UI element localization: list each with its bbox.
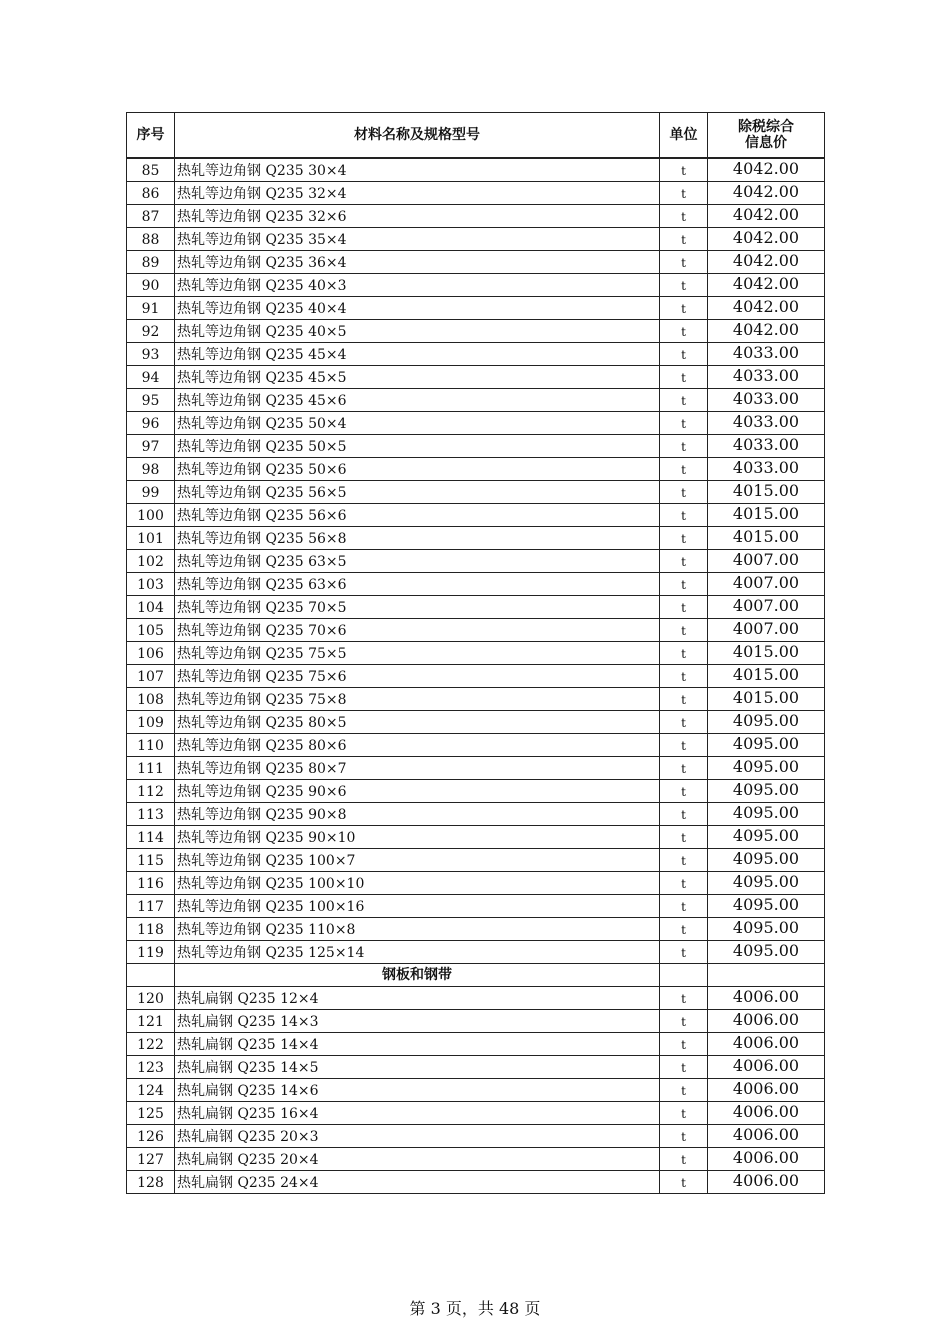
table-row: [127, 941, 825, 964]
cell-unit: t: [660, 1148, 708, 1171]
cell-name: 热轧等边角钢 Q235 50×4: [175, 412, 660, 435]
cell-no: 96: [127, 412, 175, 435]
cell-unit: t: [660, 619, 708, 642]
cell-name: 热轧等边角钢 Q235 100×16: [175, 895, 660, 918]
cell-price: 4095.00: [708, 918, 825, 941]
cell-unit: t: [660, 320, 708, 343]
table-row: [127, 297, 825, 320]
cell-price: 4095.00: [708, 780, 825, 803]
cell-no: 115: [127, 849, 175, 872]
cell-name: 热轧等边角钢 Q235 30×4: [175, 158, 660, 182]
cell-price: 4015.00: [708, 688, 825, 711]
cell-unit: t: [660, 251, 708, 274]
cell-name: 热轧等边角钢 Q235 80×5: [175, 711, 660, 734]
cell-no: [127, 964, 175, 987]
table-row: [127, 642, 825, 665]
header-unit: 单位: [660, 113, 708, 159]
table-row: [127, 757, 825, 780]
cell-no: 101: [127, 527, 175, 550]
cell-no: 99: [127, 481, 175, 504]
cell-no: 110: [127, 734, 175, 757]
table-row: [127, 1102, 825, 1125]
cell-price: 4042.00: [708, 158, 825, 182]
cell-unit: t: [660, 1171, 708, 1194]
table-row: [127, 596, 825, 619]
cell-name: 热轧等边角钢 Q235 63×6: [175, 573, 660, 596]
table-row: [127, 481, 825, 504]
cell-no: 86: [127, 182, 175, 205]
cell-unit: t: [660, 780, 708, 803]
cell-name: 热轧等边角钢 Q235 75×6: [175, 665, 660, 688]
cell-unit: t: [660, 389, 708, 412]
cell-price: 4095.00: [708, 872, 825, 895]
section-row: [127, 964, 825, 987]
table-row: [127, 573, 825, 596]
table-row: [127, 1125, 825, 1148]
cell-price: 4033.00: [708, 389, 825, 412]
cell-no: 102: [127, 550, 175, 573]
cell-no: 100: [127, 504, 175, 527]
cell-no: 112: [127, 780, 175, 803]
cell-unit: t: [660, 458, 708, 481]
cell-no: 109: [127, 711, 175, 734]
cell-unit: t: [660, 1033, 708, 1056]
cell-no: 107: [127, 665, 175, 688]
cell-price: 4006.00: [708, 1079, 825, 1102]
cell-price: 4095.00: [708, 826, 825, 849]
cell-name: 热轧扁钢 Q235 14×4: [175, 1033, 660, 1056]
cell-unit: t: [660, 987, 708, 1010]
cell-name: 热轧等边角钢 Q235 110×8: [175, 918, 660, 941]
cell-name: 热轧扁钢 Q235 12×4: [175, 987, 660, 1010]
table-row: [127, 734, 825, 757]
cell-name: 热轧等边角钢 Q235 70×5: [175, 596, 660, 619]
cell-no: 103: [127, 573, 175, 596]
cell-name: 热轧等边角钢 Q235 63×5: [175, 550, 660, 573]
table-row: [127, 1171, 825, 1194]
cell-no: 125: [127, 1102, 175, 1125]
cell-no: 97: [127, 435, 175, 458]
cell-price: 4042.00: [708, 182, 825, 205]
table-row: [127, 389, 825, 412]
header-price-line1: 除税综合: [738, 119, 794, 135]
cell-price: 4006.00: [708, 1010, 825, 1033]
cell-price: 4015.00: [708, 481, 825, 504]
cell-price: 4007.00: [708, 596, 825, 619]
cell-name: 热轧等边角钢 Q235 100×10: [175, 872, 660, 895]
table-body: [127, 158, 825, 1194]
cell-name: 热轧等边角钢 Q235 56×5: [175, 481, 660, 504]
cell-price: 4033.00: [708, 366, 825, 389]
cell-name: 热轧等边角钢 Q235 32×6: [175, 205, 660, 228]
cell-no: 120: [127, 987, 175, 1010]
cell-unit: t: [660, 734, 708, 757]
cell-unit: t: [660, 435, 708, 458]
header-row: [127, 113, 825, 159]
cell-price: 4042.00: [708, 251, 825, 274]
cell-no: 123: [127, 1056, 175, 1079]
table-row: [127, 251, 825, 274]
cell-price: 4095.00: [708, 711, 825, 734]
cell-no: 93: [127, 343, 175, 366]
cell-no: 105: [127, 619, 175, 642]
cell-price: [708, 964, 825, 987]
cell-price: 4095.00: [708, 849, 825, 872]
cell-unit: t: [660, 481, 708, 504]
table-row: [127, 803, 825, 826]
header-name: 材料名称及规格型号: [175, 113, 660, 159]
cell-price: 4006.00: [708, 1056, 825, 1079]
cell-price: 4033.00: [708, 343, 825, 366]
cell-no: 106: [127, 642, 175, 665]
cell-no: 88: [127, 228, 175, 251]
table-row: [127, 872, 825, 895]
cell-unit: t: [660, 297, 708, 320]
table-row: [127, 550, 825, 573]
cell-price: 4006.00: [708, 987, 825, 1010]
cell-unit: t: [660, 412, 708, 435]
cell-price: 4095.00: [708, 941, 825, 964]
cell-unit: t: [660, 343, 708, 366]
cell-name: 热轧扁钢 Q235 14×5: [175, 1056, 660, 1079]
cell-price: 4007.00: [708, 550, 825, 573]
cell-unit: t: [660, 274, 708, 297]
cell-no: 108: [127, 688, 175, 711]
table-row: [127, 504, 825, 527]
table-row: [127, 343, 825, 366]
cell-unit: t: [660, 366, 708, 389]
cell-unit: t: [660, 711, 708, 734]
cell-name: 热轧等边角钢 Q235 90×8: [175, 803, 660, 826]
cell-name: 热轧等边角钢 Q235 45×5: [175, 366, 660, 389]
cell-name: 热轧等边角钢 Q235 45×4: [175, 343, 660, 366]
cell-price: 4033.00: [708, 435, 825, 458]
cell-name: 热轧等边角钢 Q235 75×8: [175, 688, 660, 711]
cell-no: 126: [127, 1125, 175, 1148]
cell-unit: t: [660, 205, 708, 228]
cell-name: 热轧等边角钢 Q235 56×8: [175, 527, 660, 550]
cell-price: 4015.00: [708, 504, 825, 527]
header-price: [708, 113, 825, 159]
table-row: [127, 665, 825, 688]
cell-no: 92: [127, 320, 175, 343]
table-row: [127, 182, 825, 205]
table-row: [127, 1148, 825, 1171]
cell-unit: t: [660, 803, 708, 826]
table-row: [127, 1010, 825, 1033]
cell-unit: t: [660, 941, 708, 964]
cell-name: 热轧等边角钢 Q235 40×3: [175, 274, 660, 297]
page-footer: 第 3 页，共 48 页: [409, 1299, 541, 1318]
cell-unit: t: [660, 182, 708, 205]
cell-name: 热轧扁钢 Q235 16×4: [175, 1102, 660, 1125]
header-price-line2: 信息价: [745, 135, 787, 151]
cell-price: 4033.00: [708, 458, 825, 481]
cell-price: 4007.00: [708, 619, 825, 642]
table-row: [127, 1079, 825, 1102]
table-row: [127, 435, 825, 458]
cell-unit: t: [660, 688, 708, 711]
table-row: [127, 780, 825, 803]
cell-name: 热轧等边角钢 Q235 80×6: [175, 734, 660, 757]
cell-name: 热轧等边角钢 Q235 50×6: [175, 458, 660, 481]
cell-name: 热轧等边角钢 Q235 90×6: [175, 780, 660, 803]
table-row: [127, 320, 825, 343]
section-title: 钢板和钢带: [175, 964, 660, 987]
cell-no: 119: [127, 941, 175, 964]
cell-unit: t: [660, 642, 708, 665]
header-no: 序号: [127, 113, 175, 159]
cell-unit: t: [660, 1010, 708, 1033]
cell-price: 4015.00: [708, 642, 825, 665]
cell-name: 热轧等边角钢 Q235 32×4: [175, 182, 660, 205]
cell-price: 4042.00: [708, 205, 825, 228]
cell-price: 4095.00: [708, 895, 825, 918]
table-row: [127, 1056, 825, 1079]
cell-no: 124: [127, 1079, 175, 1102]
cell-no: 94: [127, 366, 175, 389]
cell-unit: t: [660, 1125, 708, 1148]
cell-no: 91: [127, 297, 175, 320]
cell-unit: t: [660, 1102, 708, 1125]
cell-price: 4033.00: [708, 412, 825, 435]
cell-no: 128: [127, 1171, 175, 1194]
cell-unit: t: [660, 596, 708, 619]
cell-no: 95: [127, 389, 175, 412]
cell-unit: t: [660, 895, 708, 918]
price-table: [126, 112, 825, 1194]
cell-no: 113: [127, 803, 175, 826]
cell-price: 4042.00: [708, 320, 825, 343]
cell-name: 热轧扁钢 Q235 14×6: [175, 1079, 660, 1102]
table-row: [127, 527, 825, 550]
table-row: [127, 987, 825, 1010]
cell-no: 89: [127, 251, 175, 274]
cell-price: 4042.00: [708, 274, 825, 297]
cell-no: 87: [127, 205, 175, 228]
table-row: [127, 895, 825, 918]
cell-price: 4042.00: [708, 297, 825, 320]
cell-unit: t: [660, 504, 708, 527]
cell-name: 热轧等边角钢 Q235 100×7: [175, 849, 660, 872]
cell-no: 121: [127, 1010, 175, 1033]
cell-no: 118: [127, 918, 175, 941]
table-row: [127, 274, 825, 297]
cell-name: 热轧扁钢 Q235 20×4: [175, 1148, 660, 1171]
table-row: [127, 711, 825, 734]
cell-price: 4095.00: [708, 803, 825, 826]
cell-price: 4042.00: [708, 228, 825, 251]
cell-name: 热轧等边角钢 Q235 125×14: [175, 941, 660, 964]
cell-price: 4095.00: [708, 757, 825, 780]
cell-unit: t: [660, 849, 708, 872]
cell-no: 111: [127, 757, 175, 780]
cell-unit: t: [660, 550, 708, 573]
cell-name: 热轧扁钢 Q235 14×3: [175, 1010, 660, 1033]
cell-unit: t: [660, 918, 708, 941]
cell-price: 4006.00: [708, 1125, 825, 1148]
table-row: [127, 158, 825, 182]
cell-name: 热轧扁钢 Q235 24×4: [175, 1171, 660, 1194]
table-row: [127, 849, 825, 872]
cell-no: 104: [127, 596, 175, 619]
cell-no: 116: [127, 872, 175, 895]
table-row: [127, 366, 825, 389]
cell-name: 热轧等边角钢 Q235 50×5: [175, 435, 660, 458]
cell-name: 热轧等边角钢 Q235 75×5: [175, 642, 660, 665]
cell-name: 热轧等边角钢 Q235 80×7: [175, 757, 660, 780]
cell-no: 85: [127, 158, 175, 182]
cell-name: 热轧等边角钢 Q235 36×4: [175, 251, 660, 274]
cell-name: 热轧等边角钢 Q235 56×6: [175, 504, 660, 527]
cell-name: 热轧等边角钢 Q235 40×4: [175, 297, 660, 320]
cell-name: 热轧等边角钢 Q235 90×10: [175, 826, 660, 849]
cell-no: 127: [127, 1148, 175, 1171]
cell-unit: t: [660, 1056, 708, 1079]
cell-unit: t: [660, 757, 708, 780]
cell-price: 4006.00: [708, 1171, 825, 1194]
cell-no: 117: [127, 895, 175, 918]
cell-name: 热轧等边角钢 Q235 40×5: [175, 320, 660, 343]
table-row: [127, 918, 825, 941]
cell-price: 4095.00: [708, 734, 825, 757]
cell-name: 热轧等边角钢 Q235 45×6: [175, 389, 660, 412]
cell-price: 4015.00: [708, 665, 825, 688]
table-row: [127, 458, 825, 481]
table-row: [127, 688, 825, 711]
cell-unit: t: [660, 665, 708, 688]
cell-price: 4015.00: [708, 527, 825, 550]
table-row: [127, 619, 825, 642]
cell-name: 热轧等边角钢 Q235 70×6: [175, 619, 660, 642]
cell-name: 热轧等边角钢 Q235 35×4: [175, 228, 660, 251]
cell-unit: t: [660, 158, 708, 182]
table-row: [127, 1033, 825, 1056]
cell-unit: t: [660, 872, 708, 895]
table-row: [127, 205, 825, 228]
cell-name: 热轧扁钢 Q235 20×3: [175, 1125, 660, 1148]
table-row: [127, 826, 825, 849]
cell-unit: t: [660, 527, 708, 550]
cell-unit: t: [660, 228, 708, 251]
cell-unit: t: [660, 1079, 708, 1102]
table-row: [127, 412, 825, 435]
cell-no: 122: [127, 1033, 175, 1056]
table-row: [127, 228, 825, 251]
cell-unit: t: [660, 573, 708, 596]
cell-price: 4006.00: [708, 1102, 825, 1125]
cell-price: 4006.00: [708, 1033, 825, 1056]
cell-no: 98: [127, 458, 175, 481]
cell-price: 4006.00: [708, 1148, 825, 1171]
cell-no: 114: [127, 826, 175, 849]
cell-price: 4007.00: [708, 573, 825, 596]
cell-unit: t: [660, 826, 708, 849]
cell-no: 90: [127, 274, 175, 297]
cell-unit: [660, 964, 708, 987]
